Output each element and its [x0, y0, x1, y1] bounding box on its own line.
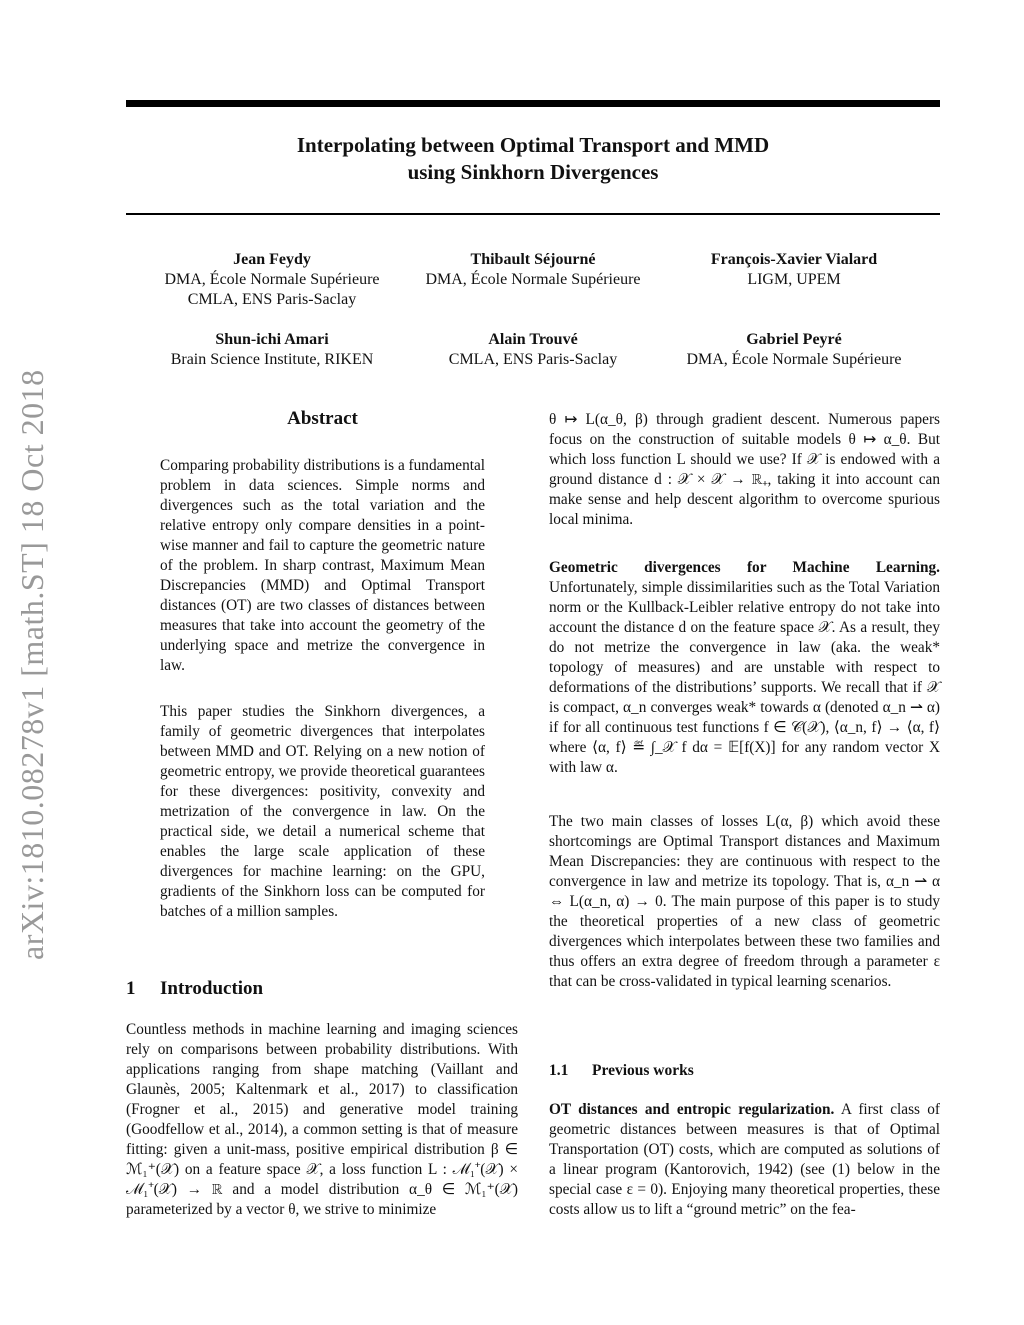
abstract-heading: Abstract — [287, 408, 358, 429]
author-block — [405, 250, 661, 290]
geometric-divergences-paragraph — [549, 558, 940, 778]
author-name: Jean Feydy — [233, 251, 311, 268]
author-name: Gabriel Peyré — [746, 331, 842, 348]
author-affiliation: DMA, École Normale Supérieure — [425, 271, 641, 288]
intro-paragraph: Countless methods in machine learning and imaging sciences rely on comparisons between probability distributions. With applications ranging from shape matching (Vaillant and Glaunès, 2005; Kaltenmark et al., 2017) to classification (Frogner et al., 2015) and generative model training (Goodfellow et al., 2014), a common setting is that of measure fitting: given a unit-mass, positive empirical distribution β ∈ ℳ₁⁺(𝒳) on a feature space 𝒳, a loss function L : ℳ₁⁺(𝒳) × ℳ₁⁺(𝒳) → ℝ and a model distribution α_θ ∈ ℳ₁⁺(𝒳) parameterized by a vector θ, we strive to minimize — [126, 1021, 518, 1218]
subsection-number: 1.1 — [549, 1062, 569, 1079]
paragraph-body: A first class of geometric distances between measures is that of Optimal Transportation (OT) costs, which are computed as solutions of a linear program (Kantorovich, 1942) (see (1) below in the special case ε = 0). Enjoying many theoretical properties, these costs allow us to lift a “ground metric” on the fea- — [549, 1101, 940, 1218]
author-block — [405, 330, 661, 370]
paragraph-heading: OT distances and entropic regularization. — [549, 1101, 835, 1118]
title-line-1: Interpolating between Optimal Transport and MMD — [296, 133, 770, 157]
paper-title — [126, 132, 940, 186]
subsection-title: Previous works — [592, 1062, 694, 1079]
author-name: Thibault Séjourné — [470, 251, 596, 268]
right-paragraph-1: θ ↦ L(α_θ, β) through gradient descent. Numerous papers focus on the construction of suitable models θ ↦ α_θ. But which loss function L should we use? If 𝒳 is endowed with a ground distance d : 𝒳 × 𝒳 → ℝ₊, taking it into account can make sense and help descent algorithm to overcome spurious local minima. — [549, 411, 940, 528]
author-affiliation: CMLA, ENS Paris-Saclay — [187, 291, 357, 308]
abstract-paragraph-1: Comparing probability distributions is a fundamental problem in data sciences. Simple norms and divergences such as the total variation and the relative entropy only compare densities in a point-wise manner and fail to capture the geometric nature of the problem. In sharp contrast, Maximum Mean Discrepancies (MMD) and Optimal Transport distances (OT) are two classes of distances between measures that take into account the geometry of the underlying space and metrize the convergence in law. — [160, 457, 486, 674]
section-number: 1 — [126, 978, 136, 999]
section-title: Introduction — [160, 978, 264, 999]
author-name: Alain Trouvé — [488, 331, 578, 348]
author-affiliation: Brain Science Institute, RIKEN — [170, 351, 374, 368]
section-heading — [126, 978, 263, 1000]
author-name: Shun-ichi Amari — [215, 331, 329, 348]
title-line-2: using Sinkhorn Divergences — [407, 160, 659, 184]
author-block — [667, 250, 921, 290]
author-affiliation: DMA, École Normale Supérieure — [164, 271, 380, 288]
author-affiliation: LIGM, UPEM — [747, 271, 841, 288]
author-block — [143, 250, 401, 310]
abstract-paragraph-2: This paper studies the Sinkhorn divergences, a family of geometric divergences that interpolates between MMD and OT. Relying on a new notion of geometric entropy, we provide theoretical guarantees for these divergences: positivity, convexity and metrization of the convergence in law. On the practical side, we detail a numerical scheme that enables the large scale application of these divergences for machine learning: on the GPU, gradients of the Sinkhorn loss can be computed for batches of a million samples. — [160, 703, 485, 920]
paragraph-body: Unfortunately, simple dissimilarities such as the Total Variation norm or the Kullback-Leibler relative entropy do not take into account the distance d on the feature space 𝒳. As a result, they do not metrize the convergence in law (aka. the weak* topology of measures) and are unstable with respect to deformations of the distributions’ supports. We recall that if 𝒳 is compact, α_n converges weak* towards α (denoted α_n ⇀ α) if for all continuous test functions f ∈ 𝒞(𝒳), ⟨α_n, f⟩ → ⟨α, f⟩ where ⟨α, f⟩ ≝ ∫_𝒳 f dα = 𝔼[f(X)] for any random vector X with law α. — [549, 579, 940, 776]
paragraph-heading: Geometric divergences for Machine Learning. — [549, 559, 940, 576]
top-rule — [126, 100, 940, 107]
author-affiliation: DMA, École Normale Supérieure — [686, 351, 902, 368]
right-paragraph-3: The two main classes of losses L(α, β) which avoid these shortcomings are Optimal Transport distances and Maximum Mean Discrepancies: they are continuous with respect to the convergence in law and metrize its topology. That is, α_n ⇀ α ⇔ L(α_n, α) → 0. The main purpose of this paper is to study the theoretical properties of a new class of geometric divergences which interpolates between these two families and thus offers an extra degree of freedom through a parameter ε that can be cross-validated in typical learning scenarios. — [549, 813, 940, 990]
author-name: François-Xavier Vialard — [710, 251, 878, 268]
author-block — [667, 330, 921, 370]
subsection-heading — [549, 1062, 694, 1080]
arxiv-identifier: arXiv:1810.08278v1 [math.ST] 18 Oct 2018 — [14, 369, 50, 960]
title-rule — [126, 213, 940, 215]
author-block — [143, 330, 401, 370]
ot-distances-paragraph — [549, 1100, 940, 1220]
author-affiliation: CMLA, ENS Paris-Saclay — [448, 351, 618, 368]
